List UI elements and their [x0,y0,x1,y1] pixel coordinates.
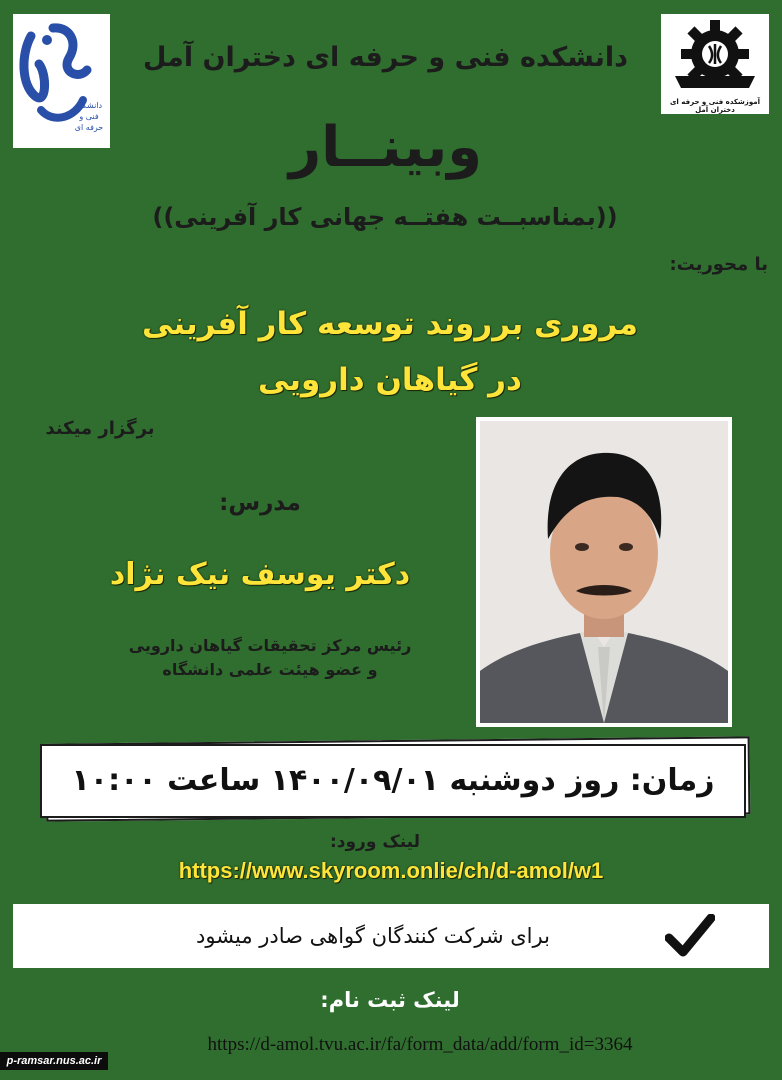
registration-label: لینک ثبت نام: [320,988,460,1012]
college-name: دانشکده فنی و حرفه ای دختران آمل [143,42,628,73]
event-type-title: وبینــار [288,115,483,180]
gear-emblem-icon [661,14,769,98]
instructor-photo [476,417,732,727]
college-logo-caption: آموزشکده فنی و حرفه ای دختران آمل [670,98,760,114]
certificate-band [13,904,769,968]
checkmark-icon [665,914,715,958]
instructor-title-1: رئیس مرکز تحقیقات گیاهان دارویی [128,636,412,655]
login-url[interactable]: https://www.skyroom.onlie/ch/d-amol/w1 [178,858,604,883]
schedule-box [40,744,746,818]
topic-line-2: در گیاهان دارویی [258,362,522,398]
instructor-title-2: و عضو هیئت علمی دانشگاه [162,660,378,679]
occasion-text: ((بمناسبــت هفتــه جهانی کار آفرینی)) [152,203,618,231]
login-label: لینک ورود: [329,832,420,852]
theme-label: با محوریت: [669,254,768,275]
footer-badge: p-ramsar.nus.ac.ir [0,1052,108,1070]
university-logo [13,14,110,148]
portrait-icon [480,421,728,723]
college-logo [661,14,769,114]
schedule-text: زمان: روز دوشنبه ۱۴۰۰/۰۹/۰۱ ساعت ۱۰:۰۰ [71,763,715,798]
organizer-label: برگزار میکند [45,418,155,439]
topic-line-1: مروری برروند توسعه کار آفرینی [142,306,638,342]
university-logo-text: دانشگاه فنی و حرفه ای [74,101,104,132]
certificate-text: برای شرکت کنندگان گواهی صادر میشود [196,924,550,948]
instructor-label: مدرس: [219,490,301,516]
registration-url[interactable]: https://d-amol.tvu.ac.ir/fa/form_data/add/form_id=3364 [207,1034,633,1055]
instructor-name: دکتر یوسف نیک نژاد [109,557,411,592]
